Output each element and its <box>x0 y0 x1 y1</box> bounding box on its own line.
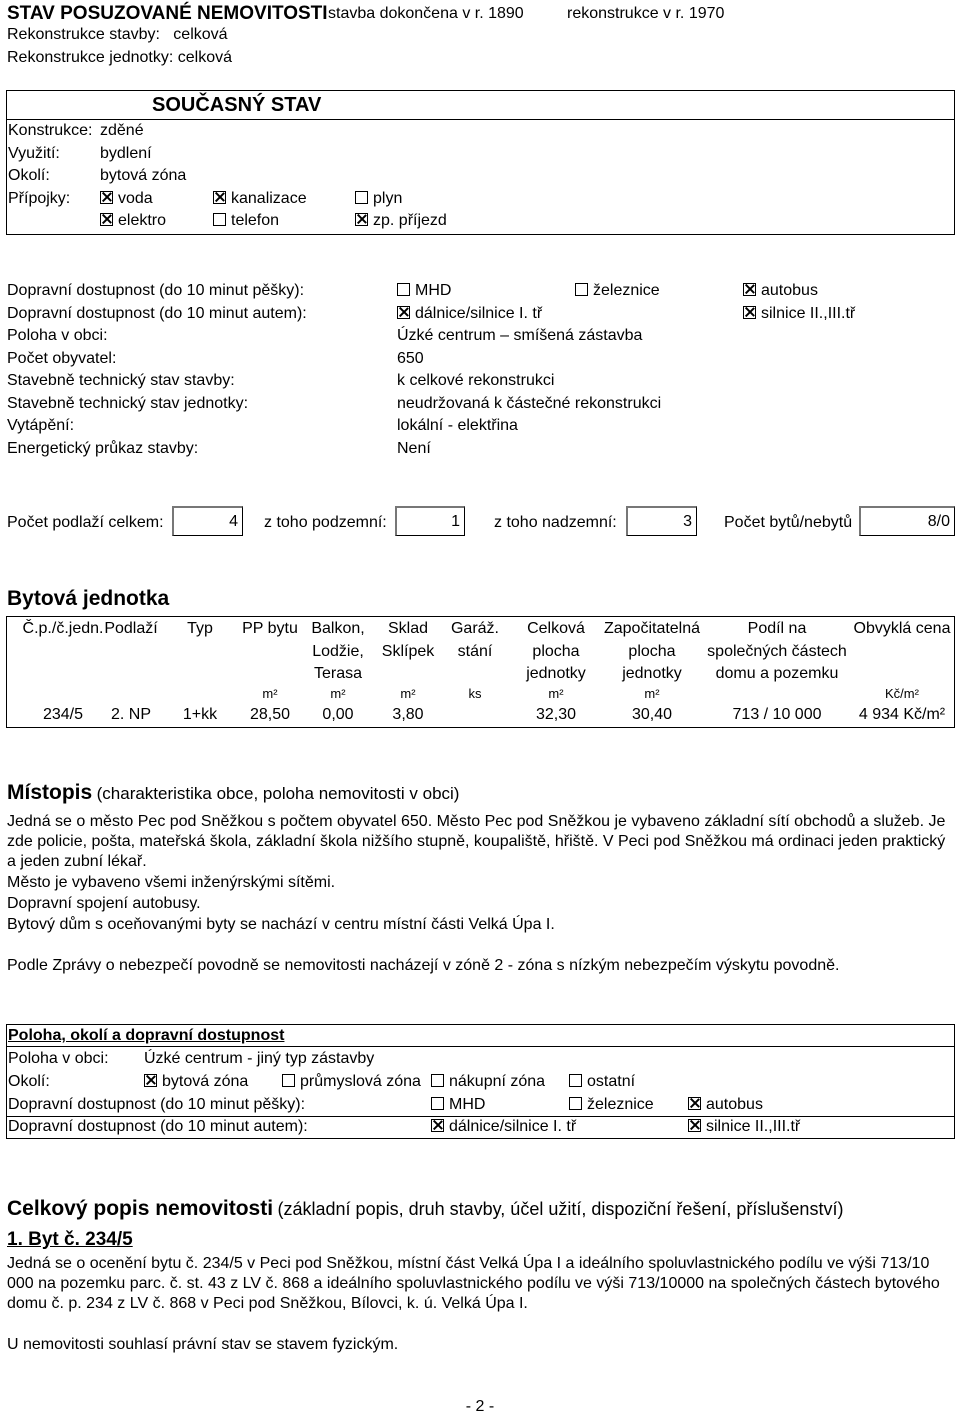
divider <box>6 1046 955 1047</box>
unit-table-cell: 1+kk <box>182 706 218 723</box>
empty-box-icon <box>397 283 410 296</box>
unit-table-header: domu a pozemku <box>715 665 839 682</box>
unit-table-unit: m² <box>548 686 564 701</box>
checkbox-box-mhd[interactable]: MHD <box>431 1096 485 1114</box>
reconstruction-unit: Rekonstrukce jednotky: celková <box>7 49 232 66</box>
current-state-title: SOUČASNÝ STAV <box>152 94 322 116</box>
pocet-value: 650 <box>397 350 424 367</box>
checkbox-prijezd[interactable]: zp. příjezd <box>355 212 447 230</box>
unit-table-header: Sklípek <box>381 642 435 660</box>
stav-jednotky-label: Stavebně technický stav jednotky: <box>7 395 249 412</box>
flats-count-field: 8/0 <box>859 506 955 536</box>
poloha-box-label: Poloha v obci: <box>8 1050 109 1067</box>
mistopis-paragraph: Město je vybaveno všemi inženýrskými sítěmi. <box>7 874 336 891</box>
stav-stavby-value: k celkové rekonstrukci <box>397 372 555 389</box>
pocet-label: Počet obyvatel: <box>7 350 117 367</box>
prukaz-label: Energetický průkaz stavby: <box>7 440 199 457</box>
checked-box-icon <box>431 1119 444 1132</box>
mistopis-heading <box>7 781 459 805</box>
popis-paragraph: Jedná se o ocenění bytu č. 234/5 v Peci pod Sněžkou, místní část Velká Úpa I a ideálního spoluvlastnického podílu ve výši 713/10 000 na pozemku parc. č. st. 43 z LV č. 868 a ideálního spoluvlastnického podílu ve výši 713/10000 na společných částech bytového domu č. p. 234 z LV č. 868 v Peci pod Sněžkou, Bílovci, k. ú. Velká Úpa I. <box>7 1255 940 1312</box>
floors-total-field: 4 <box>172 506 243 536</box>
checkbox-elektro[interactable]: elektro <box>100 212 166 230</box>
unit-table-header: Podlaží <box>104 620 158 637</box>
unit-table-unit: m² <box>400 686 416 701</box>
poloha-box-value: Úzké centrum - jiný typ zástavby <box>144 1050 375 1067</box>
unit-table-header: plocha <box>628 642 676 660</box>
checked-box-icon <box>355 213 368 226</box>
popis-title: Celkový popis nemovitosti <box>7 1197 274 1220</box>
checkbox-plyn[interactable]: plyn <box>355 190 402 208</box>
checkbox-ostatni[interactable]: ostatní <box>569 1073 635 1091</box>
box-walk-label: Dopravní dostupnost (do 10 minut pěšky): <box>8 1096 306 1113</box>
reconstruction-year: rekonstrukce v r. 1970 <box>567 5 725 22</box>
checkbox-zeleznice[interactable]: železnice <box>575 282 660 300</box>
divider <box>6 1116 955 1117</box>
checkbox-nakupni-zona[interactable]: nákupní zóna <box>431 1073 545 1091</box>
built-year: stavba dokončena v r. 1890 <box>328 5 524 22</box>
empty-box-icon <box>431 1097 444 1110</box>
poloha-box-title: Poloha, okolí a dopravní dostupnost <box>8 1027 285 1044</box>
unit-table-cell: 32,30 <box>535 706 577 723</box>
page-title: STAV POSUZOVANÉ NEMOVITOSTI <box>7 3 328 24</box>
mistopis-paragraph: Jedná se o město Pec pod Sněžkou s počtem obyvatel 650. Město Pec pod Sněžkou je vybaveno základní sítí obchodů a služeb. Je zde policie, pošta, mateřská škola, základní škola nižšího stupně, koupaliště, hřiště. V Peci pod Sněžkou má ordinaci jeden praktický a jeden zubní lékař. <box>7 813 946 870</box>
unit-table-header: Balkon, <box>311 620 365 637</box>
checked-box-icon <box>743 283 756 296</box>
popis-subtitle: (základní popis, druh stavby, účel užití, dispoziční řešení, příslušenství) <box>277 1199 844 1219</box>
box-car-label: Dopravní dostupnost (do 10 minut autem): <box>8 1118 308 1135</box>
vyuziti-label: Využití: <box>8 145 60 162</box>
checked-box-icon <box>688 1097 701 1110</box>
unit-table-cell: 4 934 Kč/m² <box>858 706 946 723</box>
checked-box-icon <box>743 306 756 319</box>
unit-table-cell: 30,40 <box>631 706 673 723</box>
checked-box-icon <box>144 1074 157 1087</box>
checkbox-box-dalnice[interactable]: dálnice/silnice I. tř <box>431 1118 576 1136</box>
unit-table-header: Podíl na <box>747 620 807 637</box>
poloha-value: Úzké centrum – smíšená zástavba <box>397 327 643 344</box>
unit-table-cell: 28,50 <box>249 706 291 723</box>
unit-table-cell: 713 / 10 000 <box>732 706 822 723</box>
unit-table-header: Typ <box>187 620 213 637</box>
stav-jednotky-value: neudržovaná k částečné rekonstrukci <box>397 395 662 412</box>
floors-under-label: z toho podzemní: <box>264 514 387 531</box>
unit-table-header: jednotky <box>622 665 682 682</box>
checkbox-mhd[interactable]: MHD <box>397 282 451 300</box>
poloha-label: Poloha v obci: <box>7 327 108 344</box>
unit-table-header: Lodžie, <box>312 642 364 660</box>
unit-table-header: PP bytu <box>242 620 298 637</box>
divider <box>6 119 955 120</box>
checkbox-silnice[interactable]: silnice II.,III.tř <box>743 305 855 323</box>
unit-table-unit: m² <box>262 686 278 701</box>
vytapeni-value: lokální - elektřina <box>397 417 518 434</box>
pripojky-label: Přípojky: <box>8 190 71 207</box>
empty-box-icon <box>355 191 368 204</box>
mistopis-subtitle: (charakteristika obce, poloha nemovitosti v obci) <box>96 784 460 803</box>
mistopis-paragraph: Bytový dům s oceňovanými byty se nachází v centru místní části Velká Úpa I. <box>7 916 555 933</box>
page-number: - 2 - <box>465 1398 495 1415</box>
reconstruction-building: Rekonstrukce stavby: celková <box>7 26 228 43</box>
checkbox-voda[interactable]: voda <box>100 190 153 208</box>
empty-box-icon <box>575 283 588 296</box>
checkbox-bytova-zona[interactable]: bytová zóna <box>144 1073 248 1091</box>
checkbox-box-autobus[interactable]: autobus <box>688 1096 763 1114</box>
checked-box-icon <box>397 306 410 319</box>
unit-table-title: Bytová jednotka <box>7 587 170 610</box>
unit-table-header: Celková <box>527 620 585 637</box>
checkbox-telefon[interactable]: telefon <box>213 212 279 230</box>
checked-box-icon <box>100 191 113 204</box>
konstrukce-value: zděné <box>100 122 144 139</box>
unit-table-header: Č.p./č.jedn. <box>22 620 104 637</box>
vytapeni-label: Vytápění: <box>7 417 75 434</box>
checkbox-prumyslova-zona[interactable]: průmyslová zóna <box>282 1073 421 1091</box>
unit-table-unit: ks <box>468 686 482 701</box>
unit-table-header: Započitatelná <box>603 620 701 637</box>
floors-total-label: Počet podlaží celkem: <box>7 514 164 531</box>
flats-count-label: Počet bytů/nebytů <box>724 514 853 531</box>
unit-table-cell: 234/5 <box>42 706 84 723</box>
checkbox-box-zeleznice[interactable]: železnice <box>569 1096 654 1114</box>
empty-box-icon <box>569 1074 582 1087</box>
unit-table-header: stání <box>457 642 493 660</box>
unit-table-header: Garáž. <box>450 620 499 637</box>
checkbox-box-silnice[interactable]: silnice II.,III.tř <box>688 1118 800 1136</box>
stav-stavby-label: Stavebně technický stav stavby: <box>7 372 235 389</box>
floors-above-label: z toho nadzemní: <box>494 514 617 531</box>
checked-box-icon <box>688 1119 701 1132</box>
prukaz-value: Není <box>397 440 431 457</box>
popis-heading <box>7 1197 843 1221</box>
unit-table-header: jednotky <box>526 665 586 682</box>
empty-box-icon <box>569 1097 582 1110</box>
konstrukce-label: Konstrukce: <box>8 122 93 139</box>
floors-under-field: 1 <box>395 506 465 536</box>
okoli-label: Okolí: <box>8 167 50 184</box>
access-walk-label: Dopravní dostupnost (do 10 minut pěšky): <box>7 282 305 299</box>
unit-table-header: Obvyklá cena <box>853 620 951 637</box>
popis-item-title: 1. Byt č. 234/5 <box>7 1229 133 1250</box>
mistopis-paragraph: Dopravní spojení autobusy. <box>7 895 201 912</box>
mistopis-title: Místopis <box>7 781 93 804</box>
unit-table-cell: 2. NP <box>110 706 151 723</box>
checkbox-autobus[interactable]: autobus <box>743 282 818 300</box>
checked-box-icon <box>213 191 226 204</box>
floors-above-field: 3 <box>626 506 697 536</box>
unit-table-header: Sklad <box>387 620 429 637</box>
empty-box-icon <box>282 1074 295 1087</box>
unit-table-unit: m² <box>330 686 346 701</box>
access-car-label: Dopravní dostupnost (do 10 minut autem): <box>7 305 307 322</box>
empty-box-icon <box>431 1074 444 1087</box>
empty-box-icon <box>213 213 226 226</box>
unit-table-header: Terasa <box>313 665 363 682</box>
okoli-box-label: Okolí: <box>8 1073 50 1090</box>
checkbox-kanalizace[interactable]: kanalizace <box>213 190 307 208</box>
unit-table-unit: m² <box>644 686 660 701</box>
unit-table-cell: 3,80 <box>392 706 424 723</box>
unit-table-unit: Kč/m² <box>885 686 919 701</box>
unit-table-header: plocha <box>532 642 580 660</box>
checkbox-dalnice[interactable]: dálnice/silnice I. tř <box>397 305 542 323</box>
unit-table-cell: 0,00 <box>322 706 354 723</box>
okoli-value: bytová zóna <box>100 167 187 184</box>
checked-box-icon <box>100 213 113 226</box>
flood-zone-paragraph: Podle Zprávy o nebezpečí povodně se nemovitosti nacházejí v zóně 2 - zóna s nízkým nebezpečím výskytu povodně. <box>7 957 840 974</box>
unit-table-header: společných částech <box>707 642 847 660</box>
vyuziti-value: bydlení <box>100 145 152 162</box>
popis-paragraph: U nemovitosti souhlasí právní stav se stavem fyzickým. <box>7 1336 399 1353</box>
